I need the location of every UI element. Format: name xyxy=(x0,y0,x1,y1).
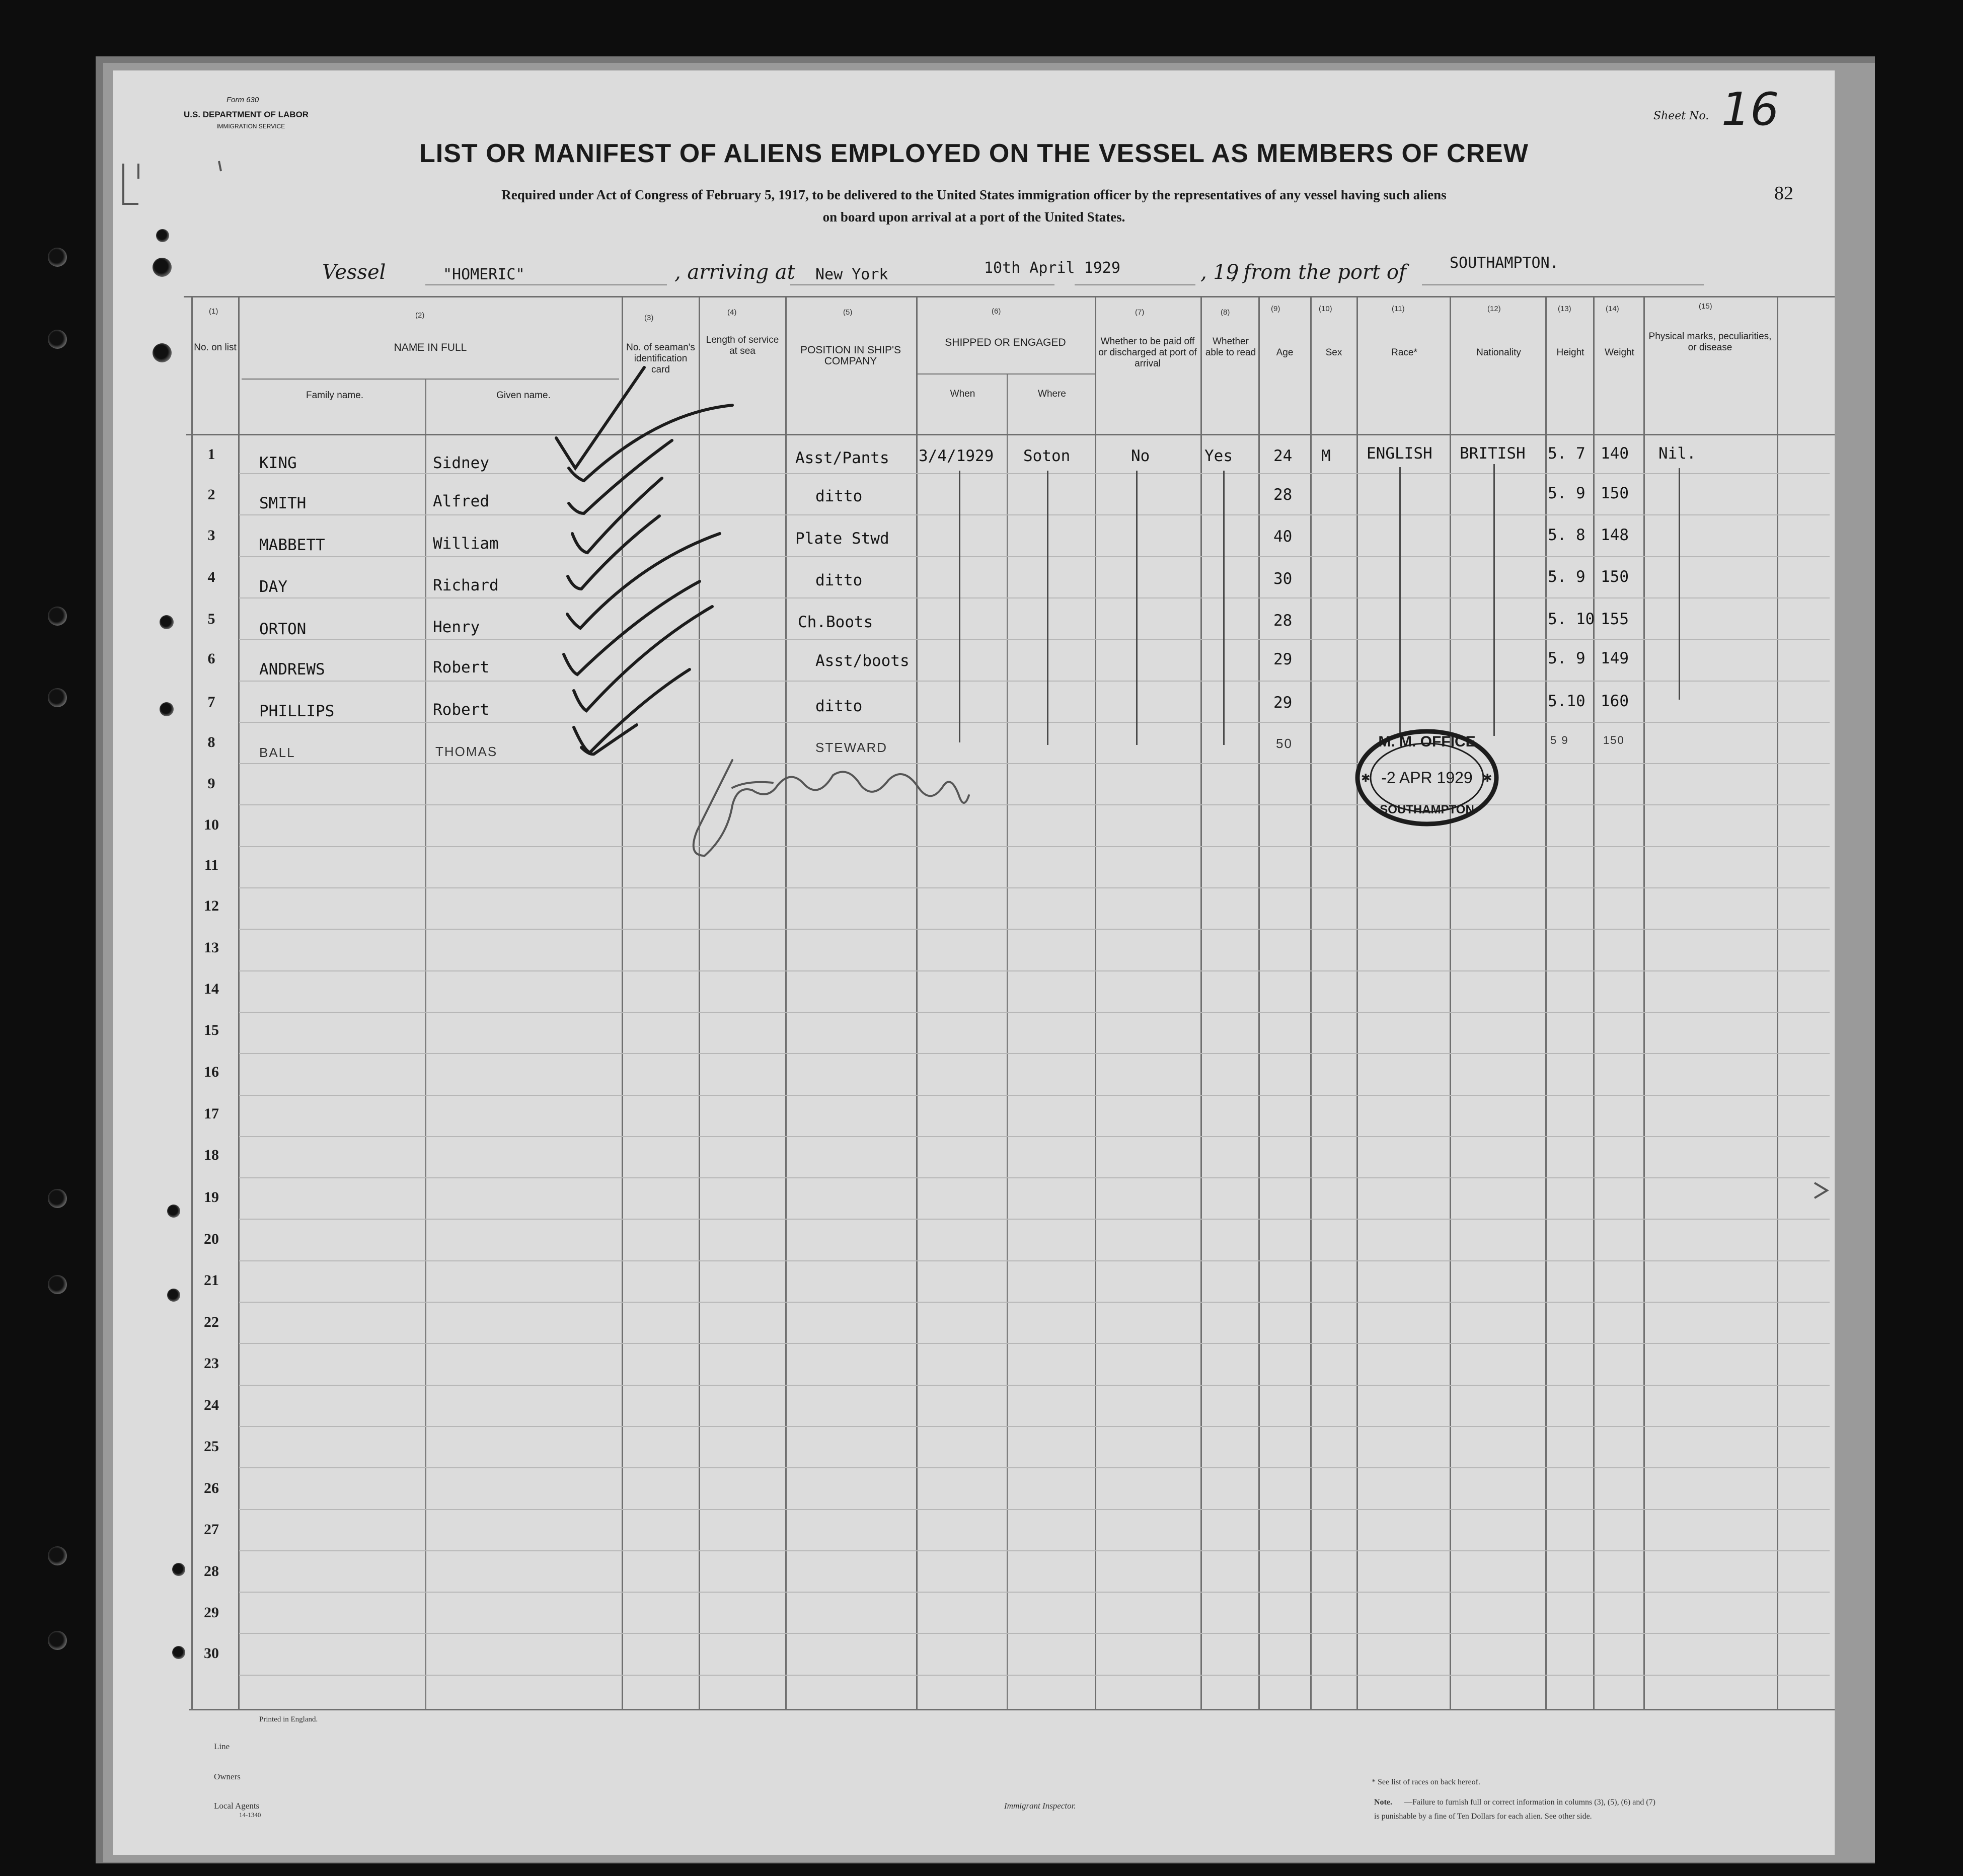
column-number: (3) xyxy=(644,314,654,322)
footer-inspector-label: Immigrant Inspector. xyxy=(1004,1801,1076,1811)
col-line xyxy=(1310,296,1312,1709)
row-rule xyxy=(239,473,1830,474)
row-number: 7 xyxy=(207,694,215,710)
row-rule xyxy=(239,597,1830,598)
shipped-where: Soton xyxy=(1023,447,1071,465)
row-rule xyxy=(239,556,1830,557)
row-number: 1 xyxy=(207,446,215,463)
row-rule xyxy=(239,763,1830,764)
row-rule xyxy=(239,722,1830,723)
weight: 150 xyxy=(1601,568,1629,586)
shipped-subheader-rule xyxy=(916,373,1095,374)
svg-text:✱: ✱ xyxy=(1361,772,1371,785)
footer-note-text: —Failure to furnish full or correct information in columns (3), (5), (6) and (7) xyxy=(1404,1798,1655,1807)
vessel-label: Vessel xyxy=(322,261,386,284)
height: 5.10 xyxy=(1548,692,1586,710)
row-rule xyxy=(239,1509,1830,1510)
family-name: ANDREWS xyxy=(259,660,325,679)
punch-hole xyxy=(160,702,174,716)
row-rule xyxy=(239,1633,1830,1634)
column-number: (11) xyxy=(1392,305,1405,313)
position: Plate Stwd xyxy=(795,530,889,548)
row-rule xyxy=(239,681,1830,682)
footer-note-text2: is punishable by a fine of Ten Dollars for each alien. See other side. xyxy=(1374,1812,1592,1821)
row-rule xyxy=(239,1592,1830,1593)
footer-races-note: * See list of races on back hereof. xyxy=(1372,1778,1480,1786)
sheet-number: 16 xyxy=(1721,83,1779,136)
fill-line xyxy=(425,284,667,285)
row-number: 2 xyxy=(207,486,215,503)
header-paid-off: Whether to be paid off or discharged at port of arrival xyxy=(1098,336,1197,369)
table-header-rule xyxy=(186,434,1835,435)
weight: 149 xyxy=(1601,649,1629,667)
column-number: (4) xyxy=(727,308,737,317)
row-rule xyxy=(239,1385,1830,1386)
row-rule xyxy=(239,929,1830,930)
header-given-name: Given name. xyxy=(496,390,551,401)
age: 29 xyxy=(1273,650,1293,668)
col-line xyxy=(1593,296,1595,1709)
row-number: 13 xyxy=(204,939,219,956)
punch-hole xyxy=(153,343,172,362)
row-rule xyxy=(239,1343,1830,1344)
family-name: KING xyxy=(259,454,297,472)
row-rule xyxy=(239,970,1830,971)
header-position: POSITION IN SHIP'S COMPANY xyxy=(800,344,901,367)
row-number: 27 xyxy=(204,1521,219,1538)
given-name: William xyxy=(433,535,499,553)
fill-line xyxy=(1075,284,1195,285)
able-read: Yes xyxy=(1204,447,1233,465)
col-line xyxy=(1450,296,1451,1709)
position: Asst/Pants xyxy=(795,449,889,467)
col-line xyxy=(1200,296,1202,1709)
col-line xyxy=(1258,296,1260,1709)
row-rule xyxy=(239,1053,1830,1054)
height: 5. 9 xyxy=(1548,649,1586,667)
header-sex: Sex xyxy=(1325,347,1342,358)
manifest-title: LIST OR MANIFEST OF ALIENS EMPLOYED ON THE VESSEL AS MEMBERS OF CREW xyxy=(419,139,1529,168)
ditto-mark xyxy=(959,471,960,742)
nationality: BRITISH xyxy=(1460,444,1526,463)
position: Asst/boots xyxy=(815,652,910,670)
punch-hole xyxy=(48,330,67,349)
row-rule xyxy=(239,1467,1830,1468)
given-name: Robert xyxy=(433,658,489,677)
punch-hole xyxy=(167,1289,180,1302)
ditto-mark xyxy=(1223,471,1225,745)
page-number: 82 xyxy=(1774,183,1793,204)
row-number: 21 xyxy=(204,1272,219,1289)
punch-hole xyxy=(48,1631,67,1650)
age: 28 xyxy=(1273,612,1293,630)
header-weight: Weight xyxy=(1605,347,1634,358)
column-number: (2) xyxy=(415,311,425,320)
row-number: 14 xyxy=(204,981,219,997)
weight: 150 xyxy=(1603,734,1625,746)
punch-hole xyxy=(167,1205,180,1218)
row-number: 23 xyxy=(204,1355,219,1372)
header-family-name: Family name. xyxy=(306,390,364,401)
column-number: (8) xyxy=(1221,308,1230,317)
column-number: (9) xyxy=(1271,305,1280,313)
header-shipped: SHIPPED OR ENGAGED xyxy=(945,337,1066,348)
given-name: Alfred xyxy=(433,492,489,510)
given-name: Richard xyxy=(433,576,499,594)
arrival-date: 10th April 1929 xyxy=(984,259,1120,277)
header-when: When xyxy=(950,389,975,399)
weight: 148 xyxy=(1601,526,1629,544)
punch-hole xyxy=(48,607,67,626)
row-rule xyxy=(239,1260,1830,1261)
stamp-office: M. M. OFFICE xyxy=(1378,733,1476,750)
column-number: (14) xyxy=(1606,305,1619,313)
punch-hole xyxy=(48,1275,67,1294)
row-rule xyxy=(239,1095,1830,1096)
row-rule xyxy=(239,1219,1830,1220)
given-name: THOMAS xyxy=(435,744,498,759)
row-number: 22 xyxy=(204,1314,219,1330)
header-name-in-full: NAME IN FULL xyxy=(394,342,467,353)
given-name: Robert xyxy=(433,701,489,719)
row-rule xyxy=(239,1675,1830,1676)
age: 40 xyxy=(1273,528,1293,546)
department-name: U.S. DEPARTMENT OF LABOR xyxy=(184,110,309,119)
age: 30 xyxy=(1273,570,1293,588)
weight: 150 xyxy=(1601,484,1629,502)
fill-line xyxy=(790,284,1054,285)
row-rule xyxy=(239,846,1830,847)
row-number: 28 xyxy=(204,1563,219,1580)
family-name: PHILLIPS xyxy=(259,702,335,720)
row-rule xyxy=(239,887,1830,888)
form-number: Form 630 xyxy=(226,96,259,104)
col-line xyxy=(1643,296,1645,1709)
margin-marks xyxy=(123,161,1827,1198)
column-number: (1) xyxy=(209,307,218,316)
row-number: 16 xyxy=(204,1064,219,1080)
header-nationality: Nationality xyxy=(1476,347,1521,358)
row-number: 17 xyxy=(204,1105,219,1122)
height: 5. 9 xyxy=(1548,568,1586,586)
col-line xyxy=(1095,296,1096,1709)
family-name: ORTON xyxy=(259,620,307,638)
col-line xyxy=(699,296,700,1709)
age: 50 xyxy=(1276,736,1293,751)
row-number: 5 xyxy=(207,611,215,627)
vessel-name: "HOMERIC" xyxy=(443,266,525,283)
row-number: 25 xyxy=(204,1438,219,1455)
punch-hole xyxy=(48,1189,67,1208)
row-number: 4 xyxy=(207,569,215,585)
punch-hole xyxy=(160,615,174,629)
header-where: Where xyxy=(1038,389,1066,399)
row-rule xyxy=(239,1550,1830,1551)
svg-text:✱: ✱ xyxy=(1483,772,1492,785)
footer-agents-label: Local Agents xyxy=(214,1801,260,1811)
row-number: 29 xyxy=(204,1604,219,1621)
height: 5. 8 xyxy=(1548,526,1586,544)
ditto-mark xyxy=(1399,467,1401,736)
manifest-subtitle: Required under Act of Congress of February 5, 1917, to be delivered to the United States immigration officer by the representatives of any vessel having such aliens xyxy=(501,187,1447,202)
physical-marks: Nil. xyxy=(1658,444,1696,463)
check-mark-icon xyxy=(556,367,732,754)
col-line xyxy=(1356,296,1358,1709)
signature-scribble xyxy=(694,760,969,856)
header-no-on-list: No. on list xyxy=(194,342,237,353)
punch-hole xyxy=(156,229,169,242)
height: 5. 9 xyxy=(1548,484,1586,502)
row-rule xyxy=(239,514,1830,515)
ditto-mark xyxy=(1047,471,1048,745)
position: STEWARD xyxy=(815,740,888,755)
col-line xyxy=(1545,296,1547,1709)
manifest-subtitle-line2: on board upon arrival at a port of the United States. xyxy=(822,209,1125,224)
stamp-port: SOUTHAMPTON xyxy=(1380,803,1474,816)
sex: M xyxy=(1321,447,1331,465)
footer-note-label: Note. xyxy=(1374,1798,1392,1807)
column-number: (7) xyxy=(1135,308,1145,317)
row-number: 19 xyxy=(204,1189,219,1206)
header-age: Age xyxy=(1276,347,1294,358)
row-rule xyxy=(239,1177,1830,1178)
header-length-service: Length of service at sea xyxy=(706,335,779,356)
row-number: 9 xyxy=(207,775,215,792)
column-number: (6) xyxy=(992,307,1001,316)
footer-form-code: 14-1340 xyxy=(239,1811,261,1819)
row-number: 3 xyxy=(207,527,215,544)
position: Ch.Boots xyxy=(798,613,873,631)
col-line xyxy=(1777,296,1778,1709)
header-height: Height xyxy=(1556,347,1584,358)
table-bottom-rule xyxy=(189,1709,1835,1710)
header-physical: Physical marks, peculiarities, or disease xyxy=(1648,331,1772,353)
fill-line xyxy=(1422,284,1704,285)
row-number: 10 xyxy=(204,816,219,833)
punch-hole xyxy=(172,1646,185,1659)
row-rule xyxy=(239,1136,1830,1137)
row-rule xyxy=(239,1426,1830,1427)
arrival-port: New York xyxy=(815,266,888,283)
header-able-read: Whether able to read xyxy=(1205,336,1256,358)
height: 5. 7 xyxy=(1548,444,1586,463)
punch-hole xyxy=(48,248,67,267)
ditto-mark xyxy=(1136,471,1138,745)
position: ditto xyxy=(815,697,863,715)
race: ENGLISH xyxy=(1367,444,1432,463)
service-name: IMMIGRATION SERVICE xyxy=(216,123,285,130)
weight: 155 xyxy=(1601,610,1629,628)
sheet-label: Sheet No. xyxy=(1653,110,1709,122)
col-line xyxy=(785,296,787,1709)
row-number: 6 xyxy=(207,650,215,667)
row-rule xyxy=(239,1302,1830,1303)
family-name: SMITH xyxy=(259,494,307,512)
year-label: , 19 xyxy=(1200,261,1239,284)
position: ditto xyxy=(815,487,863,505)
height: 5 9 xyxy=(1550,734,1569,746)
footer-line-label: Line xyxy=(214,1742,230,1751)
age: 28 xyxy=(1273,486,1293,504)
col-line xyxy=(916,296,918,1709)
row-number: 15 xyxy=(204,1022,219,1038)
row-rule xyxy=(239,1012,1830,1013)
row-number: 11 xyxy=(204,857,219,873)
col-line xyxy=(622,296,623,1709)
row-number: 12 xyxy=(204,897,219,914)
col-line xyxy=(238,296,240,1709)
table-top-rule xyxy=(184,296,1835,297)
paid-off: No xyxy=(1131,447,1150,465)
header-id-card: No. of seaman's identification card xyxy=(626,342,695,375)
row-rule xyxy=(239,804,1830,805)
punch-hole xyxy=(48,688,67,707)
column-number: (10) xyxy=(1319,305,1332,313)
ditto-mark xyxy=(1493,464,1495,736)
position: ditto xyxy=(815,571,863,589)
column-number: (13) xyxy=(1558,305,1571,313)
given-name: Henry xyxy=(433,618,480,636)
manifest-sheet xyxy=(113,70,1835,1855)
shipped-when: 3/4/1929 xyxy=(919,447,994,465)
row-number: 26 xyxy=(204,1480,219,1496)
column-number: (5) xyxy=(843,308,853,317)
row-number: 30 xyxy=(204,1645,219,1662)
given-name: Sidney xyxy=(433,454,489,472)
row-number: 18 xyxy=(204,1147,219,1163)
stamp-date: -2 APR 1929 xyxy=(1381,769,1473,787)
footer-owners-label: Owners xyxy=(214,1772,241,1781)
departure-port: SOUTHAMPTON. xyxy=(1450,254,1559,272)
family-name: DAY xyxy=(259,578,287,596)
height: 5. 10 xyxy=(1548,610,1595,628)
weight: 140 xyxy=(1601,444,1629,463)
age: 29 xyxy=(1273,694,1293,712)
row-rule xyxy=(239,639,1830,640)
ditto-mark xyxy=(1679,468,1680,700)
family-name: BALL xyxy=(259,745,295,760)
weight: 160 xyxy=(1601,692,1629,710)
column-number: (12) xyxy=(1487,305,1501,313)
column-number: (15) xyxy=(1699,302,1712,311)
punch-hole xyxy=(172,1563,185,1576)
row-number: 8 xyxy=(207,734,215,751)
punch-hole xyxy=(153,258,172,277)
row-number: 24 xyxy=(204,1397,219,1413)
printed-note: Printed in England. xyxy=(259,1715,318,1723)
age: 24 xyxy=(1273,447,1293,465)
name-subheader-rule xyxy=(242,379,619,380)
from-port-label: , from the port of xyxy=(1231,261,1406,284)
family-name: MABBETT xyxy=(259,536,325,554)
row-number: 20 xyxy=(204,1231,219,1247)
arriving-label: , arriving at xyxy=(674,261,795,284)
header-race: Race* xyxy=(1391,347,1417,358)
office-stamp xyxy=(1354,727,1500,828)
punch-hole xyxy=(48,1546,67,1565)
